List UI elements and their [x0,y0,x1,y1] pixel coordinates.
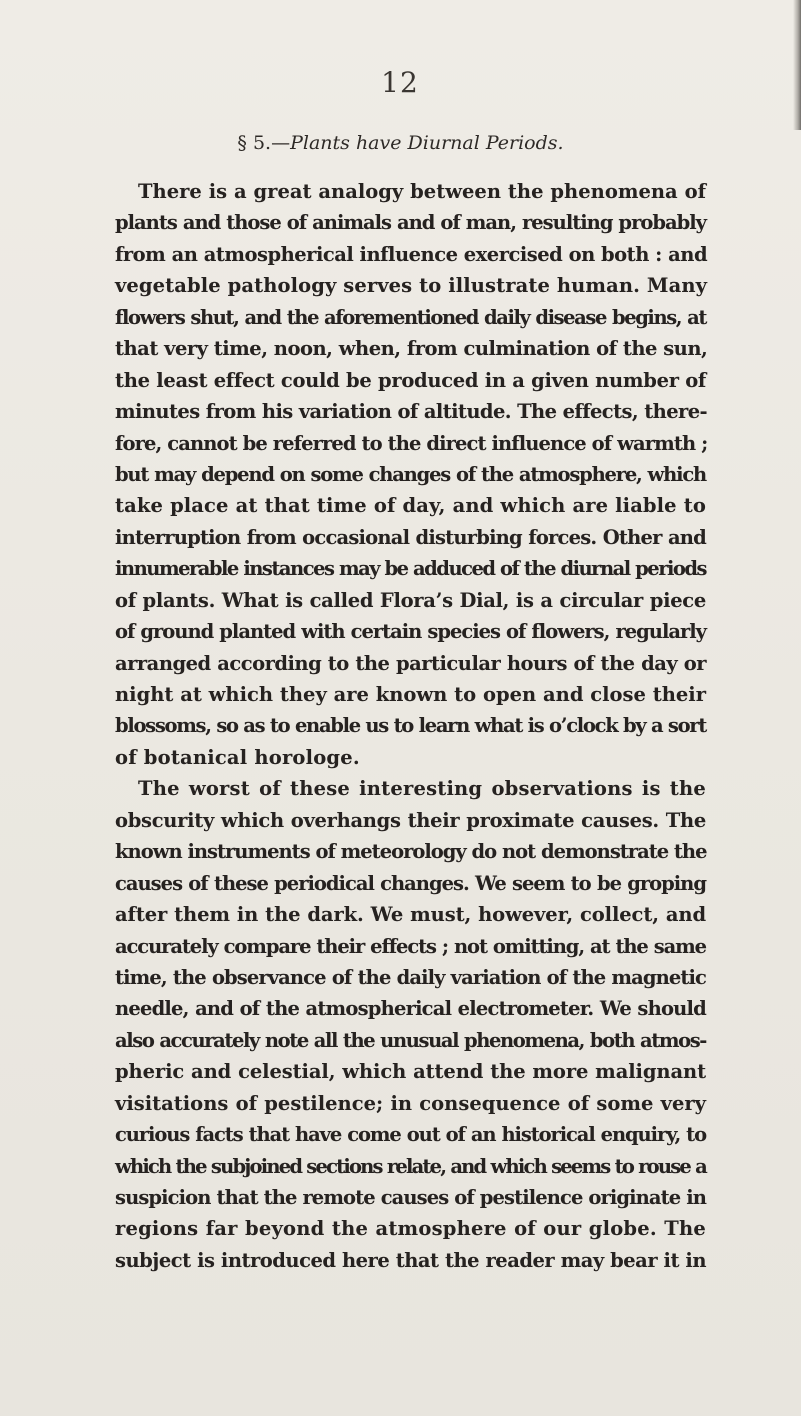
text-line: vegetable pathology serves to illustrate human. Many [115,274,708,298]
section-heading [0,132,801,154]
text-line: of plants. What is called Flora’s Dial, is a circular piece [115,588,706,612]
text-line: arranged according to the particular hours of the day or [115,651,706,675]
page-edge-shadow [793,0,801,130]
text-line: pheric and celestial, which attend the more malignant [115,1060,706,1084]
text-line: interruption from occasional disturbing forces. Other and [115,525,706,549]
section-number: § 5.— [237,132,291,154]
text-line: from an atmospherical influence exercised on both : and [115,242,708,266]
text-line: visitations of pestilence; in consequence of some very [115,1091,706,1115]
text-line: that very time, noon, when, from culmination of the sun, [115,337,708,361]
text-line: minutes from his variation of altitude. The effects, there- [115,400,708,424]
text-line: curious facts that have come out of an historical enquiry, to [115,1123,706,1147]
text-line: suspicion that the remote causes of pestilence originate in [115,1186,706,1209]
text-line: known instruments of meteorology do not demonstrate the [115,840,707,864]
text-line: which the subjoined sections relate, and which seems to rouse a [115,1154,706,1178]
text-line: plants and those of animals and of man, resulting probably [115,211,706,235]
text-line: night at which they are known to open and close their [115,683,706,706]
text-line: but may depend on some changes of the atmosphere, which [115,462,706,486]
text-line: the least effect could be produced in a given number of [115,368,706,392]
text-line: regions far beyond the atmosphere of our globe. The [115,1217,706,1241]
text-line: also accurately note all the unusual phenomena, both atmos- [115,1028,706,1052]
text-line: There is a great analogy between the phenomena of [138,180,706,203]
text-line: subject is introduced here that the reader may bear it in [115,1248,706,1272]
text-line: after them in the dark. We must, however, collect, and [115,903,706,927]
text-line: needle, and of the atmospherical electrometer. We should [115,997,706,1021]
page-number: 12 [381,66,419,99]
text-line: take place at that time of day, and which are liable to [115,494,706,518]
text-line: time, the observance of the daily variation of the magnetic [115,965,706,989]
text-line: flowers shut, and the aforementioned daily disease begins, at [115,305,706,329]
text-line: innumerable instances may be adduced of the diurnal periods [115,557,706,581]
text-line: causes of these periodical changes. We seem to be groping [115,871,706,895]
text-line: of botanical horologe. [115,745,360,769]
text-line: of ground planted with certain species of flowers, regularly [115,620,706,644]
text-line: accurately compare their effects ; not omitting, at the same [115,934,706,958]
section-title: Plants have Diurnal Periods. [290,132,564,154]
text-line: The worst of these interesting observations is the [138,777,706,801]
body-text [115,176,706,1276]
text-line: fore, cannot be referred to the direct influence of warmth ; [115,431,708,455]
text-line: blossoms, so as to enable us to learn what is o’clock by a sort [115,714,706,738]
text-line: obscurity which overhangs their proximate causes. The [115,808,706,832]
